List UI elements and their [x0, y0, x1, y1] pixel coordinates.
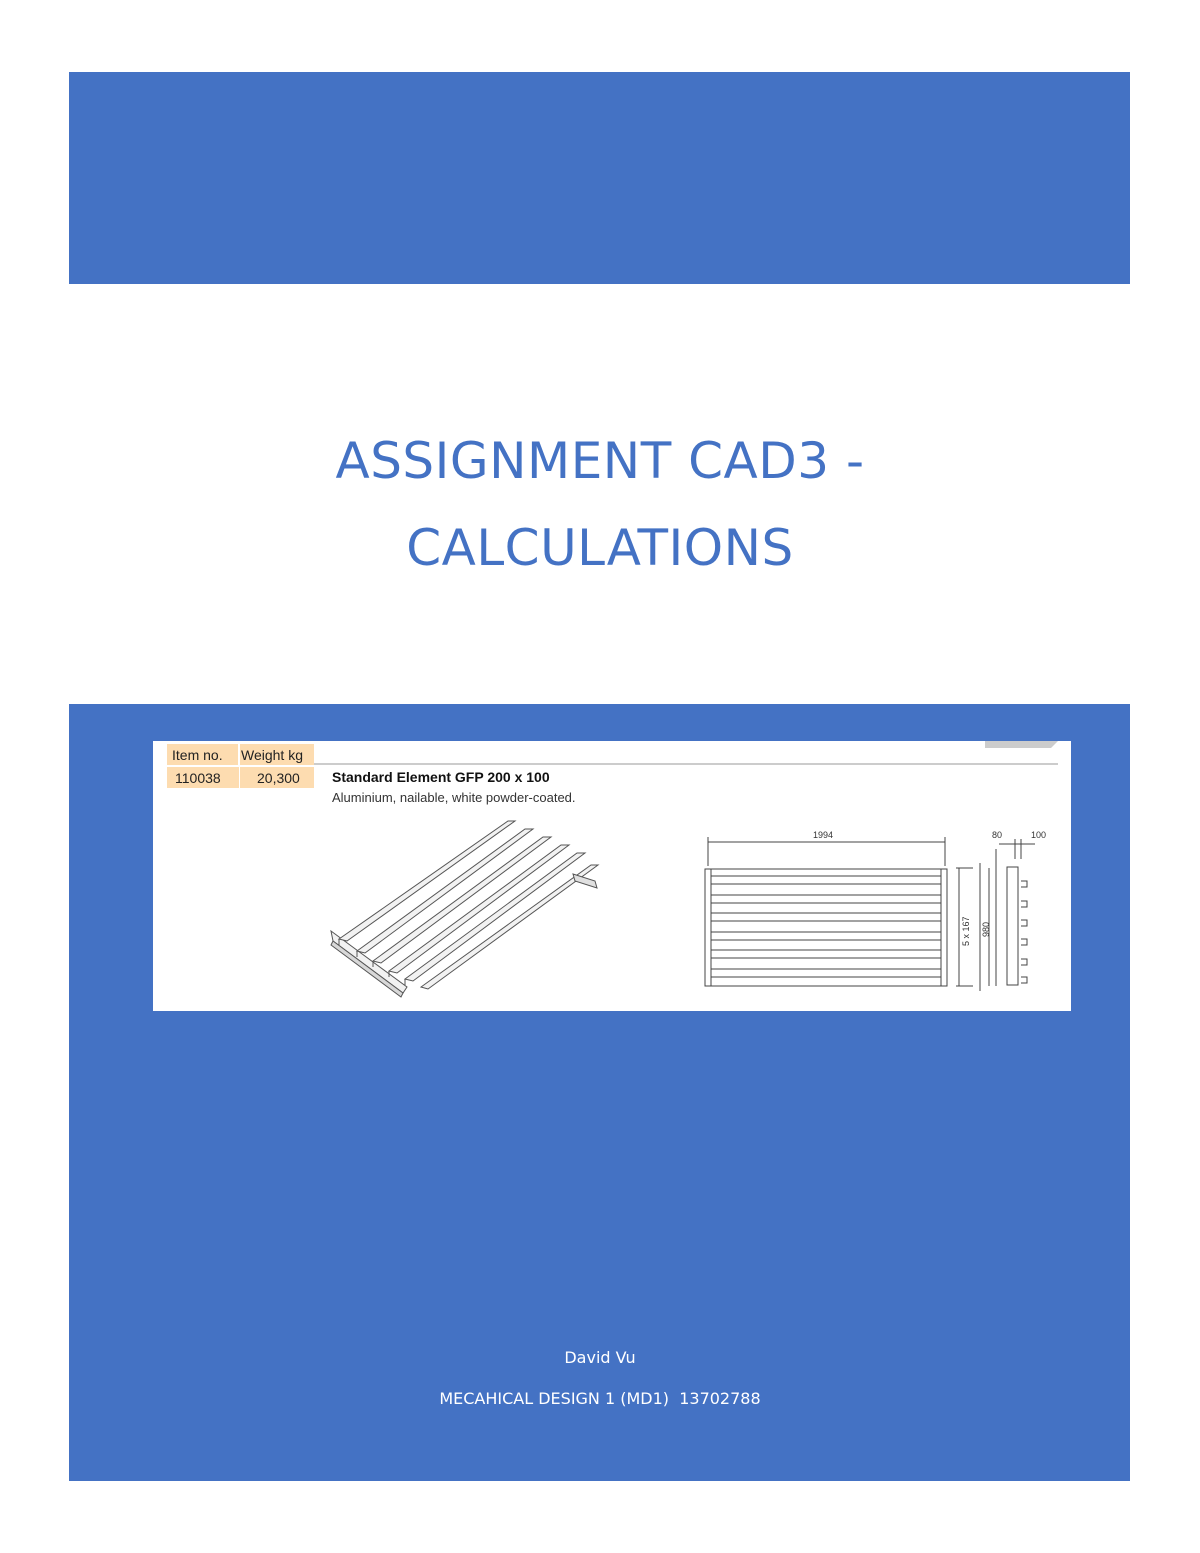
header-weight-label: Weight kg	[241, 747, 303, 763]
isometric-drawing	[331, 821, 598, 997]
product-name: Standard Element GFP 200 x 100	[332, 769, 550, 785]
product-datasheet-svg	[153, 741, 1071, 1011]
dim-length-label: 1994	[813, 830, 834, 840]
course-info: MECAHICAL DESIGN 1 (MD1) 13702788	[439, 1389, 761, 1408]
corner-tab	[985, 741, 1058, 748]
header-item-label: Item no.	[172, 747, 223, 763]
title-line-2: CALCULATIONS	[406, 519, 794, 577]
dim-flange-label: 80	[992, 830, 1003, 840]
product-datasheet-figure	[153, 741, 1071, 1011]
page-title	[0, 418, 1200, 592]
item-no-value: 110038	[175, 770, 221, 786]
front-view-drawing	[705, 837, 1035, 991]
dim-spacing-label: 5 x 167	[961, 916, 971, 946]
top-color-band	[69, 72, 1130, 284]
title-line-1: ASSIGNMENT CAD3 -	[335, 432, 865, 490]
weight-value: 20,300	[257, 770, 300, 786]
author-name: David Vu	[564, 1348, 636, 1367]
dim-depth-label: 100	[1031, 830, 1047, 840]
dim-width-label: 980	[981, 921, 991, 937]
product-description: Aluminium, nailable, white powder-coated.	[332, 790, 576, 805]
